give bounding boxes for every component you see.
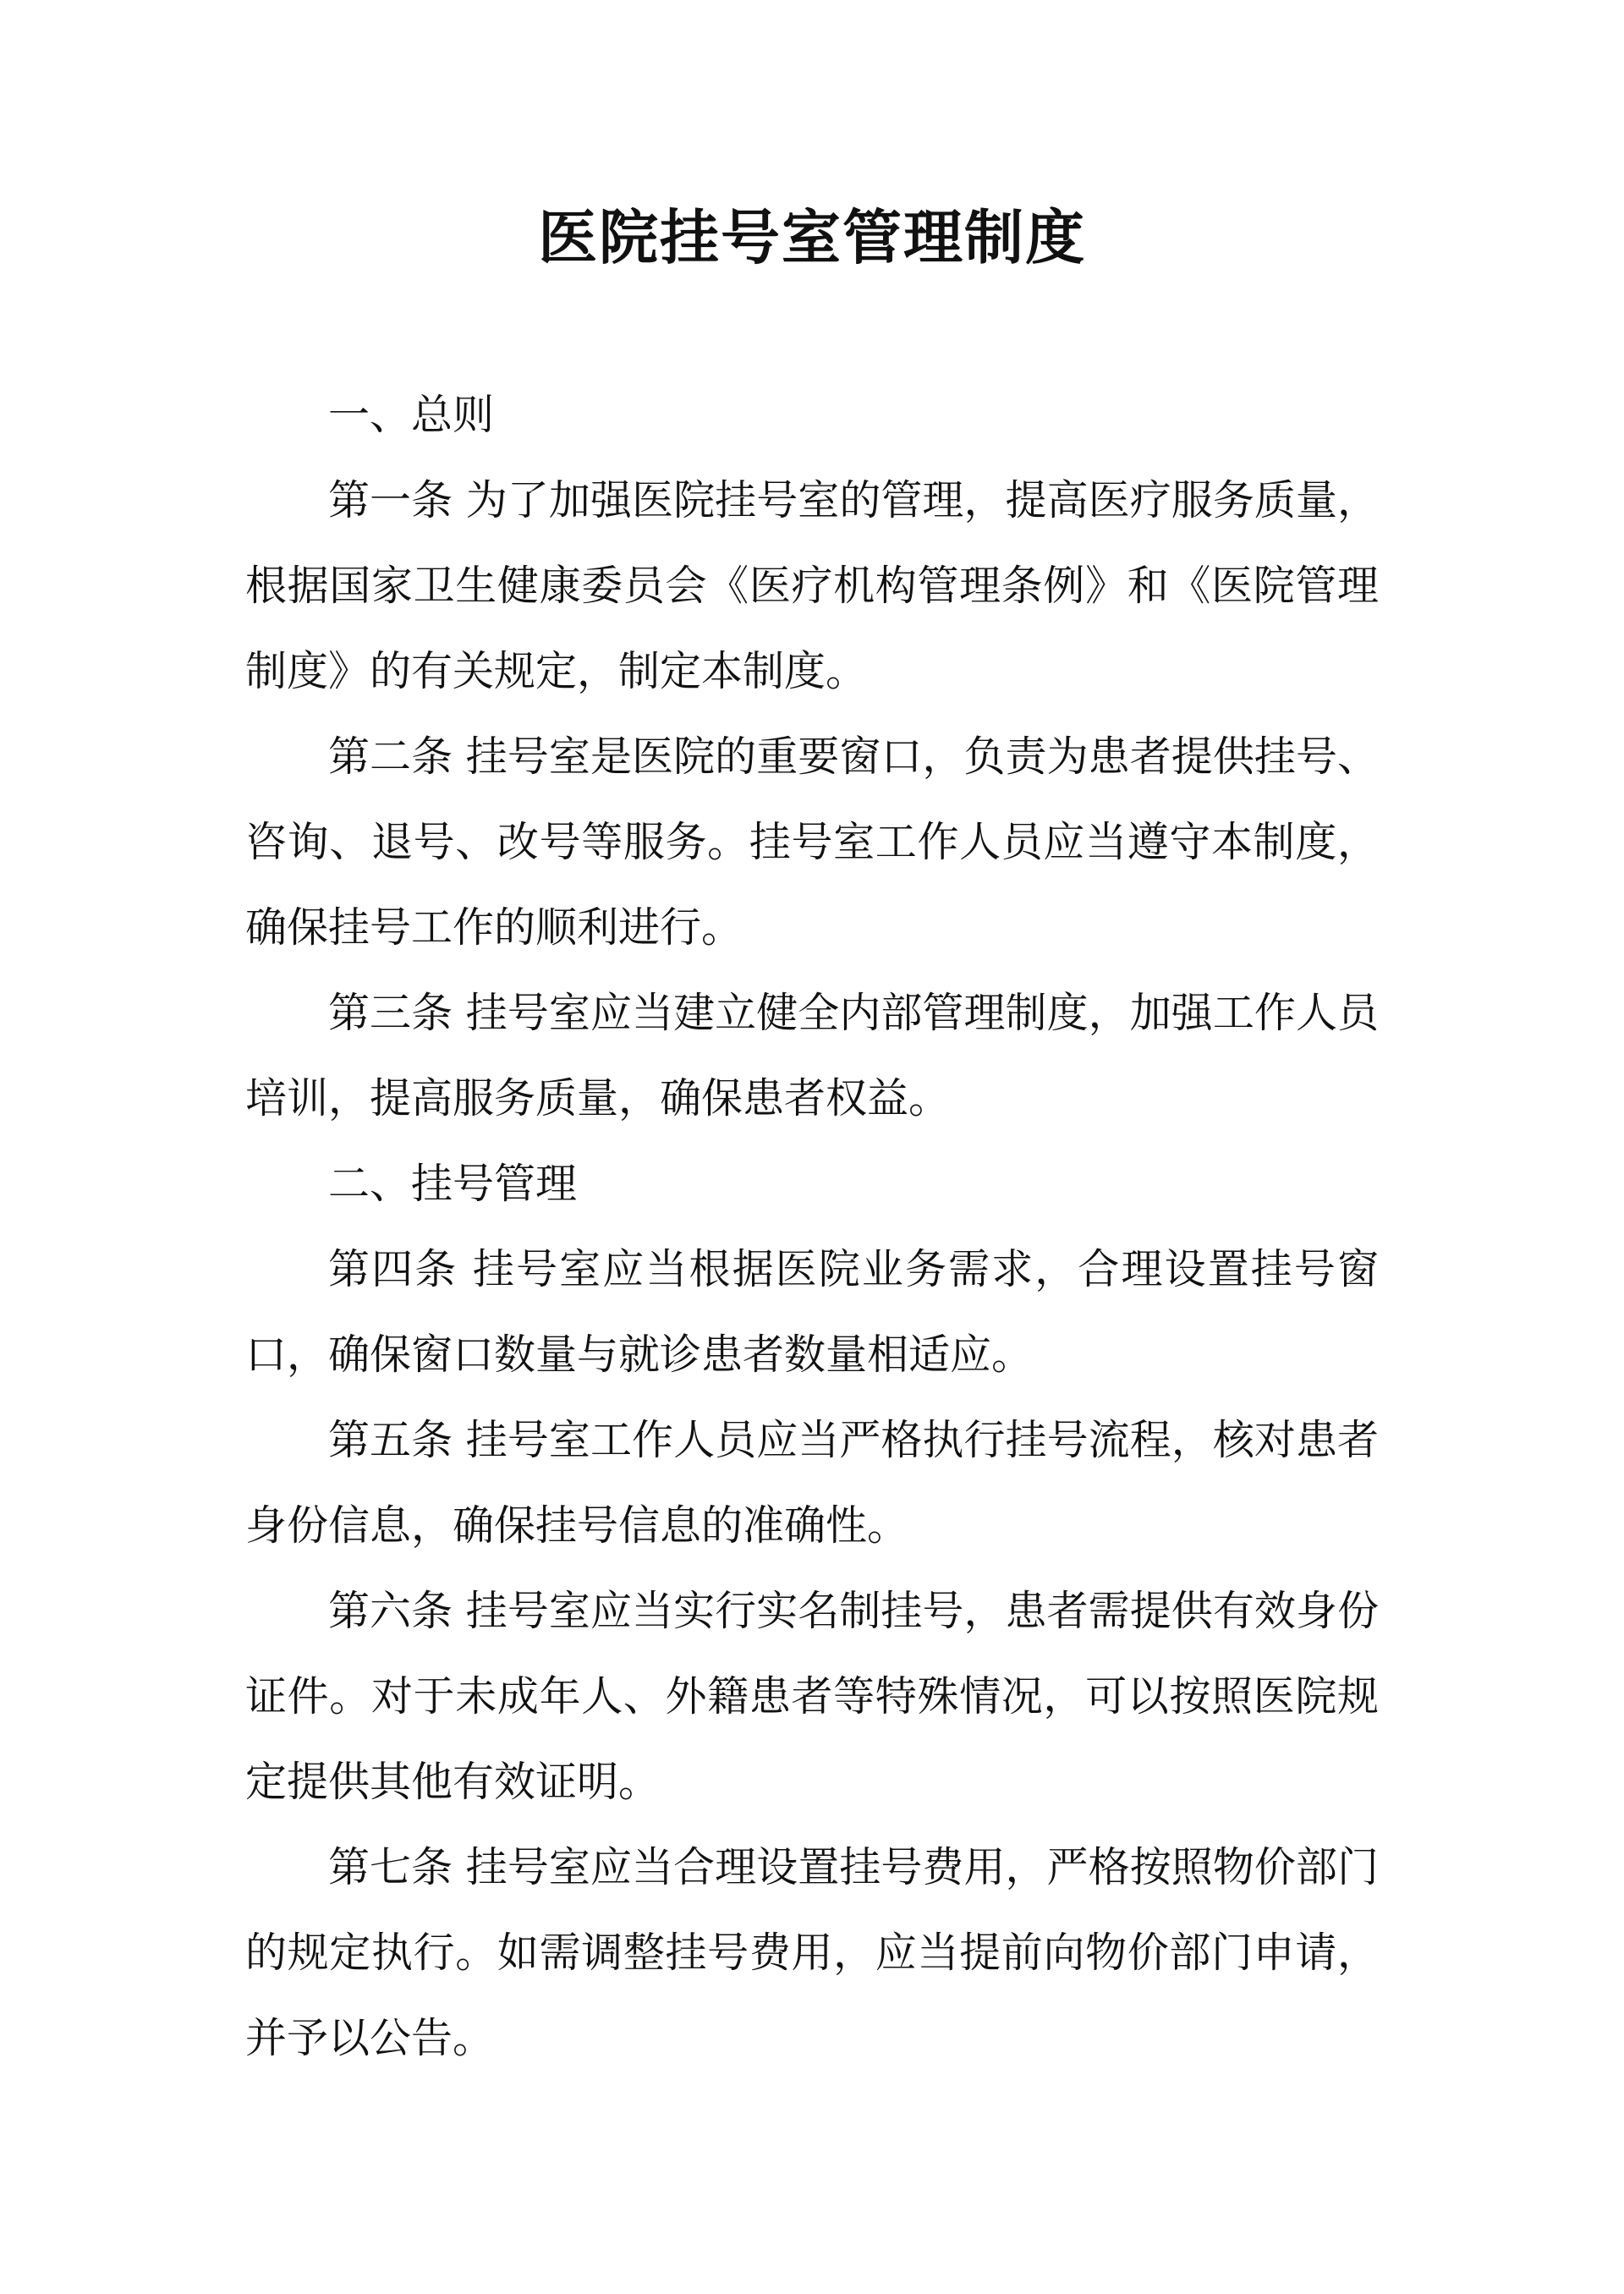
article-7: 第七条 挂号室应当合理设置挂号费用，严格按照物价部门的规定执行。如需调整挂号费用，应当提前向物价部门申请，并予以公告。 — [245, 1843, 1379, 2062]
document-title: 医院挂号室管理制度 — [538, 203, 1086, 272]
article-4: 第四条 挂号室应当根据医院业务需求，合理设置挂号窗口，确保窗口数量与就诊患者数量相适应。 — [245, 1245, 1379, 1379]
section-heading-general: 一、总则 — [328, 391, 495, 439]
article-2: 第二条 挂号室是医院的重要窗口，负责为患者提供挂号、咨询、退号、改号等服务。挂号室工作人员应当遵守本制度，确保挂号工作的顺利进行。 — [245, 733, 1379, 952]
article-6: 第六条 挂号室应当实行实名制挂号，患者需提供有效身份证件。对于未成年人、外籍患者等特殊情况，可以按照医院规定提供其他有效证明。 — [245, 1587, 1379, 1806]
article-3: 第三条 挂号室应当建立健全内部管理制度，加强工作人员培训，提高服务质量，确保患者权益。 — [245, 989, 1379, 1122]
document-body — [245, 372, 1379, 2081]
article-5: 第五条 挂号室工作人员应当严格执行挂号流程，核对患者身份信息，确保挂号信息的准确性。 — [245, 1416, 1379, 1550]
article-1: 第一条 为了加强医院挂号室的管理，提高医疗服务质量，根据国家卫生健康委员会《医疗机构管理条例》和《医院管理制度》的有关规定，制定本制度。 — [245, 476, 1379, 695]
section-heading-registration: 二、挂号管理 — [328, 1160, 578, 1208]
